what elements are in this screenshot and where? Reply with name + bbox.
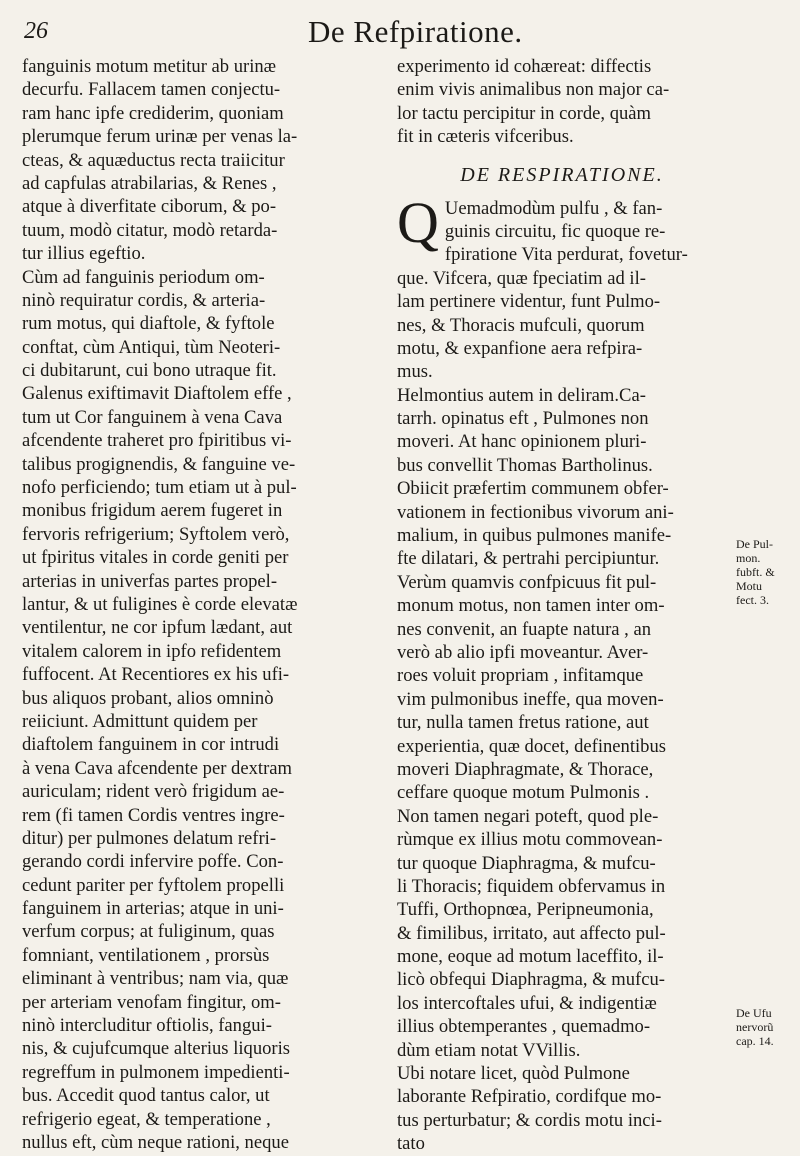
text-line: nes convenit, an fuapte natura , an: [397, 618, 652, 640]
text-line: ventilentur, ne cor ipfum lædant, aut: [22, 617, 293, 639]
text-line: auriculam; rident verò frigidum ae-: [22, 781, 285, 803]
text-line: fanguinis motum metitur ab urinæ: [22, 56, 277, 77]
page-header: [0, 14, 800, 50]
text-line: fit in cæteris vifceribus.: [397, 126, 574, 148]
text-line: Galenus exiftimavit Diaftolem effe ,: [22, 383, 292, 405]
text-line: tur illius egeftio.: [22, 243, 146, 265]
text-line: monum motus, non tamen inter om-: [397, 595, 665, 617]
text-line: ditur) per pulmones delatum refri-: [22, 827, 277, 849]
text-line: bus. Accedit quod tantus calor, ut: [22, 1085, 270, 1107]
text-line: nis, & cujufcumque alterius liquoris: [22, 1038, 291, 1060]
text-line: Non tamen negari poteft, quod ple-: [397, 805, 659, 827]
text-line: Obiicit præfertim communem obfer-: [397, 478, 669, 500]
text-line: fanguinem in arterias; atque in uni-: [22, 898, 284, 920]
text-line: motu, & expanfione aera refpira-: [397, 337, 643, 359]
text-line: refrigerio egeat, & temperatione ,: [22, 1108, 271, 1130]
text-line: ut fpiritus vitales in corde geniti per: [22, 547, 289, 569]
text-line: fervoris refrigerium; Syftolem verò,: [22, 523, 290, 545]
text-line: ram hanc ipfe crediderim, quoniam: [22, 102, 284, 124]
running-title: De Refpiratione.: [308, 14, 523, 49]
text-line: nullus eft, cùm neque rationi, neque: [22, 1131, 289, 1153]
text-line: ninò intercluditur oftiolis, fangui-: [22, 1015, 272, 1037]
text-line: conftat, cùm Antiqui, tùm Neoteri-: [22, 336, 281, 358]
margin-note-line: mon.: [736, 551, 761, 565]
text-line: reiiciunt. Admittunt quidem per: [22, 710, 258, 732]
text-line: ci dubitarunt, cui bono utraque fit.: [22, 360, 277, 382]
text-line: Ubi notare licet, quòd Pulmone: [397, 1063, 630, 1085]
text-line: moveri. At hanc opinionem pluri-: [397, 431, 647, 453]
text-line: diaftolem fanguinem in cor intrudi: [22, 734, 280, 756]
text-line: ad capfulas atrabilarias, & Renes ,: [22, 172, 277, 194]
text-line: los intercoftales ufui, & indigentiæ: [397, 992, 657, 1014]
text-line: lor tactu percipitur in corde, quàm: [397, 102, 652, 124]
text-line: fpiratione Vita perdurat, fovetur-: [444, 244, 688, 266]
text-line: experientia, quæ docet, definentibus: [397, 735, 667, 757]
text-line: mone, eoque ad motum laceffito, il-: [397, 946, 664, 968]
text-line: cteas, & aquæductus recta traiicitur: [22, 149, 285, 171]
text-line: vationem in fectionibus vivorum ani-: [397, 501, 674, 523]
margin-note-de-pulmon: [736, 537, 796, 607]
text-line: lam pertinere videntur, funt Pulmo-: [397, 291, 661, 313]
margin-note-line: fect. 3.: [736, 593, 769, 607]
text-line: guinis circuitu, fic quoque re-: [444, 220, 666, 242]
text-line: laborante Refpiratio, cordifque mo-: [397, 1086, 662, 1108]
text-line: lantur, & ut fuligines è corde elevatæ: [22, 593, 298, 615]
text-line: verò ab alio ipfi moveantur. Aver-: [397, 641, 649, 663]
margin-note-de-ufu-nervorum: [736, 1006, 796, 1048]
text-line: tarrh. opinatus eft , Pulmones non: [397, 408, 649, 430]
text-line: decurfu. Fallacem tamen conjectu-: [22, 79, 281, 101]
margin-note-line: nervorũ: [736, 1020, 774, 1034]
text-line: fomniant, ventilationem , prorsùs: [22, 944, 270, 966]
text-line: tuum, modò citatur, modò retarda-: [22, 219, 278, 241]
text-line: Helmontius autem in deliram.Ca-: [397, 384, 646, 406]
text-line: moveri Diaphragmate, & Thorace,: [397, 758, 654, 780]
margin-note-line: fubft. &: [736, 565, 775, 579]
text-line: plerumque ferum urinæ per venas la-: [22, 126, 298, 148]
text-line: que. Vifcera, quæ fpeciatim ad il-: [397, 267, 646, 289]
margin-note-line: De Pul-: [736, 537, 773, 551]
text-line: li Thoracis; fiquidem obfervamus in: [397, 875, 666, 897]
text-line: nofo perficiendo; tum etiam ut à pul-: [22, 477, 297, 499]
margin-note-line: De Ufu: [736, 1006, 772, 1020]
text-line: Uemadmodùm pulfu , & fan-: [444, 197, 663, 219]
text-line: enim vivis animalibus non major ca-: [397, 79, 670, 101]
text-line: gerando cordi infervire poffe. Con-: [22, 851, 284, 873]
text-line: arterias in univerfas partes propel-: [22, 570, 278, 592]
text-line: licò obfequi Diaphragma, & mufcu-: [397, 969, 665, 991]
text-line: rùmque ex illius motu commovean-: [397, 829, 663, 851]
text-line: monibus frigidum aerem fugeret in: [22, 500, 283, 522]
text-line: vitalem calorem in ipfo refidentem: [22, 640, 282, 662]
page-number: 26: [24, 18, 48, 44]
text-line: fuffocent. At Recentiores ex his ufi-: [22, 664, 290, 686]
text-line: bus aliquos probant, alios omninò: [22, 687, 274, 709]
text-line: illius obtemperantes , quemadmo-: [397, 1016, 651, 1038]
text-line: tato: [397, 1133, 425, 1155]
text-line: tur, nulla tamen fretus ratione, aut: [397, 712, 649, 734]
text-line: bus convellit Thomas Bartholinus.: [397, 454, 653, 476]
text-line: roes voluit propriam , infitamque: [397, 665, 644, 687]
text-line: rem (fi tamen Cordis ventres ingre-: [22, 804, 285, 826]
text-line: tus perturbatur; & cordis motu inci-: [397, 1109, 662, 1131]
text-line: tum ut Cor fanguinem à vena Cava: [22, 406, 283, 428]
text-line: rum motus, qui diaftole, & fyftole: [22, 313, 275, 335]
text-line: & fimilibus, irritato, aut affecto pul-: [397, 922, 666, 944]
text-line: cedunt pariter per fyftolem propelli: [22, 874, 285, 896]
text-line: Tuffi, Orthopnœa, Peripneumonia,: [397, 899, 654, 921]
text-line: malium, in quibus pulmones manife-: [397, 525, 672, 547]
text-line: atque à diverfitate ciborum, & po-: [22, 196, 277, 218]
text-line: verfum corpus; at fuliginum, quas: [22, 921, 275, 943]
text-line: ninò requiratur cordis, & arteria-: [22, 289, 266, 311]
text-line: Cùm ad fanguinis periodum om-: [22, 266, 265, 288]
text-line: vim pulmonibus ineffe, qua moven-: [397, 688, 664, 710]
text-line: per arteriam venofam fingitur, om-: [22, 991, 281, 1013]
text-line: fte dilatari, & pertrahi percipiuntur.: [397, 548, 660, 570]
text-line: ceffare quoque motum Pulmonis .: [397, 782, 650, 804]
text-line: regreffum in pulmonem impedienti-: [22, 1061, 290, 1083]
text-line: Verùm quamvis confpicuus fit pul-: [397, 571, 657, 593]
text-line: à vena Cava afcendente per dextram: [22, 757, 292, 779]
text-line: tur quoque Diaphragma, & mufcu-: [397, 852, 656, 874]
text-line: nes, & Thoracis mufculi, quorum: [397, 314, 645, 336]
margin-note-line: cap. 14.: [736, 1034, 774, 1048]
text-line: dùm etiam notat VVillis.: [397, 1039, 581, 1061]
text-line: afcendente traheret pro fpiritibus vi-: [22, 430, 292, 452]
section-title: DE RESPIRATIONE.: [460, 163, 664, 186]
left-column: [22, 55, 378, 1154]
text-line: talibus progignendis, & fanguine ve-: [22, 453, 296, 475]
drop-capital: Q: [397, 189, 439, 255]
margin-note-line: Motu: [736, 579, 763, 593]
right-column: [397, 55, 727, 1156]
text-line: experimento id cohæreat: diffectis: [397, 56, 652, 77]
text-line: mus.: [397, 361, 433, 383]
text-line: eliminant à ventribus; nam via, quæ: [22, 968, 289, 990]
